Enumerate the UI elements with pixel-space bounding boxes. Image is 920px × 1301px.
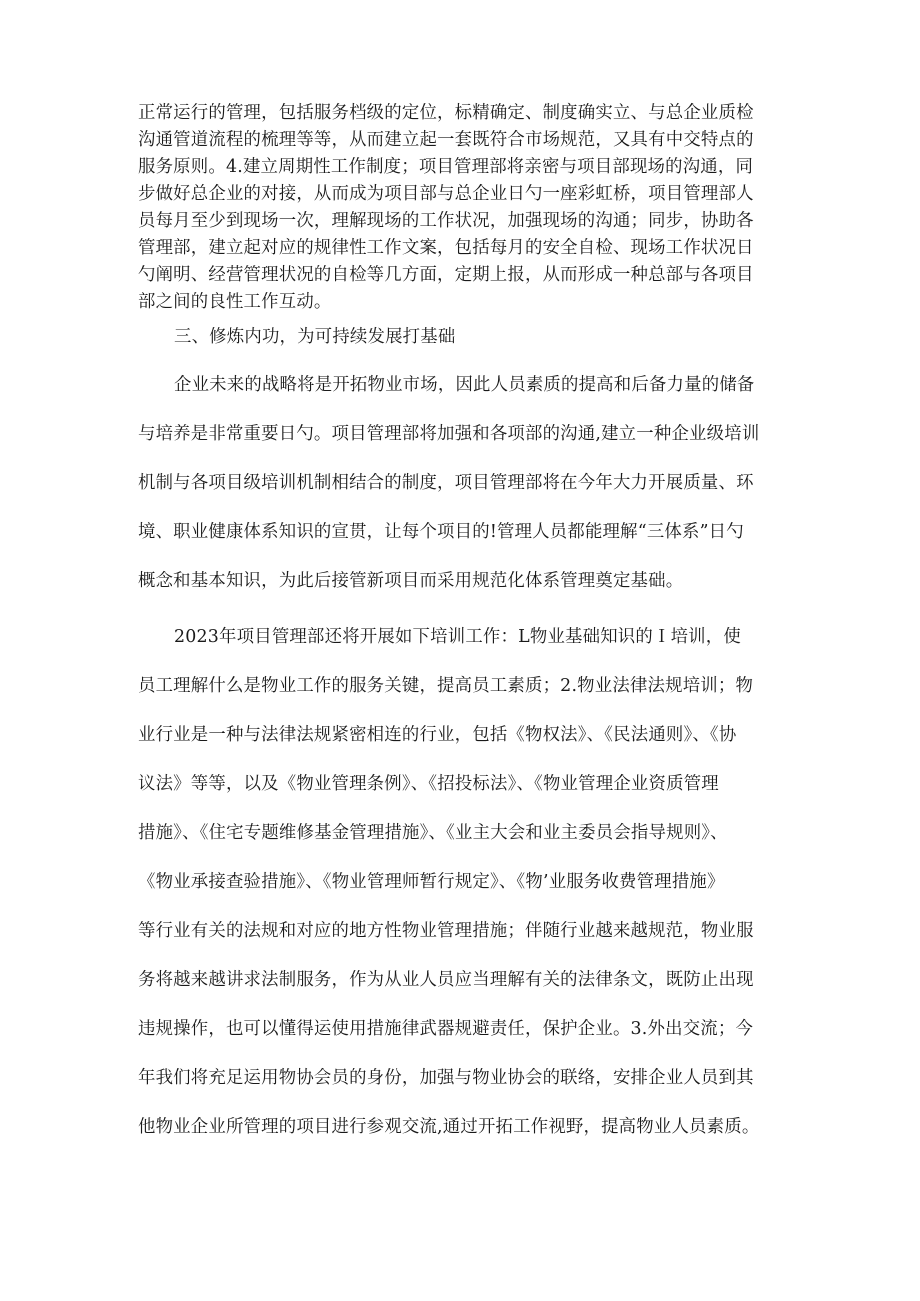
paragraph-line: 《物业承接查验措施》、《物业管理师暂行规定》、《物’业服务收费管理措施》 bbox=[138, 872, 725, 892]
paragraph-line: 措施》、《住宅专题维修基金管理措施》、《业主大会和业主委员会指导规则》、 bbox=[138, 823, 728, 843]
paragraph-line: 管理部，建立起对应的规律性工作文案，包括每月的安全自检、现场工作状况日 bbox=[138, 238, 754, 258]
paragraph-line: 违规操作，也可以懂得运使用措施律武器规避责任，保护企业。3.外出交流；今 bbox=[138, 1019, 754, 1039]
paragraph-line: 部之间的良性工作互动。 bbox=[138, 292, 332, 312]
paragraph-line: 与培养是非常重要日勺。项目管理部将加强和各项部的沟通,建立一种企业级培训 bbox=[138, 424, 760, 444]
paragraph-line: 机制与各项目级培训机制相结合的制度，项目管理部将在今年大力开展质量、环 bbox=[138, 473, 754, 493]
paragraph-line: 步做好总企业的对接，从而成为项目部与总企业日勺一座彩虹桥，项目管理部人 bbox=[138, 184, 754, 204]
paragraph-line: 沟通管道流程的梳理等等，从而建立起一套既符合市场规范，又具有中交特点的 bbox=[138, 130, 754, 150]
paragraph-line: 概念和基本知识，为此后接管新项目而采用规范化体系管理奠定基础。 bbox=[138, 571, 684, 591]
paragraph-line: 等行业有关的法规和对应的地方性物业管理措施；伴随行业越来越规范，物业服 bbox=[138, 921, 754, 941]
paragraph-line: 境、职业健康体系知识的宣贯，让每个项目的!管理人员都能理解“三体系”日勺 bbox=[138, 522, 744, 542]
paragraph-line: 企业未来的战略将是开拓物业市场，因此人员素质的提高和后备力量的储备 bbox=[174, 375, 755, 395]
paragraph-line: 勺阐明、经营管理状况的自检等几方面，定期上报，从而形成一种总部与各项目 bbox=[138, 265, 754, 285]
paragraph-line: 务将越来越讲求法制服务，作为从业人员应当理解有关的法律条文，既防止出现 bbox=[138, 970, 754, 990]
paragraph-line: 年我们将充足运用物协会员的身份，加强与物业协会的联络，安排企业人员到其 bbox=[138, 1068, 754, 1088]
paragraph-line: 员工理解什么是物业工作的服务关键，提高员工素质；2.物业法律法规培训；物 bbox=[138, 676, 754, 696]
paragraph-line: 业行业是一种与法律法规紧密相连的行业，包括《物权法》、《民法通则》、《协 bbox=[138, 725, 737, 745]
paragraph-line: 正常运行的管理，包括服务档级的定位，标精确定、制度确实立、与总企业质检 bbox=[138, 103, 754, 123]
paragraph-line: 他物业企业所管理的项目进行参观交流,通过开拓工作视野，提高物业人员素质。 bbox=[138, 1117, 760, 1137]
paragraph-line: 服务原则。4.建立周期性工作制度；项目管理部将亲密与项目部现场的沟通，同 bbox=[138, 157, 754, 177]
paragraph-line: 议法》等等，以及《物业管理条例》、《招投标法》、《物业管理企业资质管理 bbox=[138, 774, 719, 794]
paragraph-line: 员每月至少到现场一次，理解现场的工作状况，加强现场的沟通；同步，协助各 bbox=[138, 211, 754, 231]
section-heading: 三、修炼内功，为可持续发展打基础 bbox=[174, 327, 456, 347]
paragraph-line: 2023年项目管理部还将开展如下培训工作：L物业基础知识的Ｉ培训，使 bbox=[174, 627, 741, 647]
